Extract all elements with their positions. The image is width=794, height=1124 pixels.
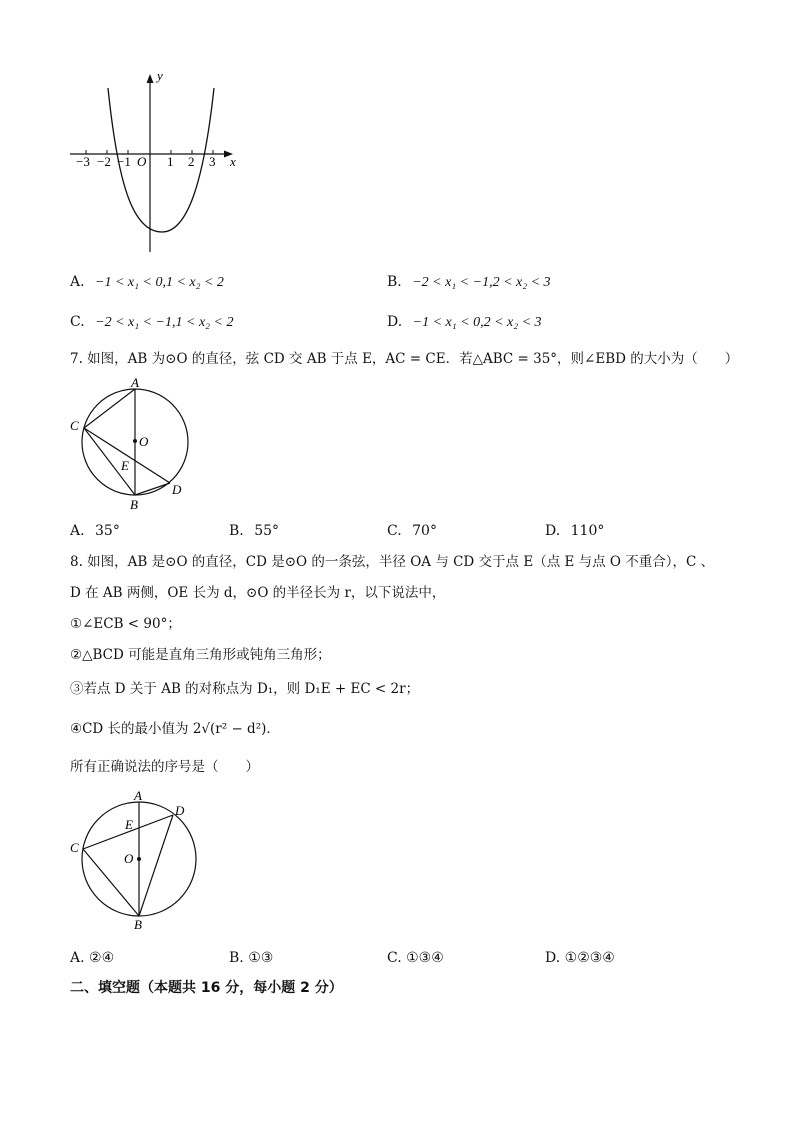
q8-label-o: O: [124, 851, 134, 866]
q8-stem-line2: D 在 AB 两侧，OE 长为 d，⊙O 的半径长为 r，以下说法中，: [70, 585, 446, 601]
q8-chord-db: [139, 815, 173, 916]
q8-option-c[interactable]: [387, 950, 444, 966]
tick-label: 2: [188, 154, 195, 169]
section-title: 二、填空题（本题共 16 分，每小题 2 分）: [70, 980, 343, 996]
option-letter: B.: [229, 950, 244, 966]
q8-stem-line1: 8. 如图，AB 是⊙O 的直径，CD 是⊙O 的一条弦，半径 OA 与 CD 交于点 E（点 E 与点 O 不重合），C 、: [70, 554, 715, 570]
option-text: 35°: [95, 523, 120, 539]
q8-label-a: A: [134, 788, 142, 803]
q8-label-c: C: [70, 840, 79, 855]
option-text: −1 < x₁ < 0,1 < x₂ < 2: [95, 275, 224, 290]
option-text: ①②③④: [564, 950, 615, 966]
q8-label-d: D: [175, 803, 185, 818]
q8-label-e: E: [125, 817, 133, 832]
q8-statement-1: ①∠ECB < 90°；: [70, 616, 181, 632]
origin-label: O: [137, 154, 147, 169]
option-letter: C.: [387, 523, 402, 539]
option-letter: C.: [387, 950, 402, 966]
q8-option-a[interactable]: [70, 950, 114, 966]
q7-label-o: O: [139, 434, 149, 449]
option-text: 55°: [254, 523, 280, 539]
tick-label: 3: [209, 154, 216, 169]
option-text: −2 < x₁ < −1,2 < x₂ < 3: [412, 275, 551, 290]
q7-stem: 7. 如图，AB 为⊙O 的直径，弦 CD 交 AB 于点 E，AC = CE．若△ABC = 35°，则∠EBD 的大小为（ ）: [70, 351, 739, 367]
option-text: −2 < x₁ < −1,1 < x₂ < 2: [95, 315, 234, 330]
tick-label: −3: [76, 154, 90, 169]
tick-label: −2: [97, 154, 111, 169]
option-letter: D.: [545, 950, 561, 966]
option-text: −1 < x₁ < 0,2 < x₂ < 3: [412, 315, 542, 330]
q8-statement-4: ④CD 长的最小值为 2√(r² − d²)．: [70, 721, 280, 737]
option-text: ①③④: [406, 950, 444, 966]
q7-label-c: C: [70, 418, 79, 433]
q8-statement-3: ③若点 D 关于 AB 的对称点为 D₁，则 D₁E + EC < 2r；: [70, 681, 420, 697]
q7-label-a: A: [131, 375, 139, 390]
option-letter: D.: [545, 523, 561, 539]
q7-label-d: D: [172, 482, 182, 497]
option-letter: B.: [387, 274, 402, 290]
q8-prompt: 所有正确说法的序号是（ ）: [70, 759, 259, 775]
y-axis-label: y: [157, 68, 163, 83]
q7-label-e: E: [121, 458, 129, 473]
option-letter: D.: [387, 314, 403, 330]
q8-statement-2: ②△BCD 可能是直角三角形或钝角三角形；: [70, 647, 331, 663]
tick-label: −1: [117, 154, 131, 169]
option-letter: B.: [229, 523, 244, 539]
option-letter: C.: [70, 314, 85, 330]
q7-label-b: B: [130, 497, 138, 512]
tick-label: 1: [167, 154, 174, 169]
option-text: ②④: [89, 950, 115, 966]
option-text: 70°: [412, 523, 437, 539]
q8-option-b[interactable]: [229, 950, 273, 966]
option-letter: A.: [70, 274, 85, 290]
x-axis-label: x: [230, 154, 236, 169]
option-letter: A.: [70, 523, 85, 539]
q8-center-dot: [137, 857, 141, 861]
option-text: ①③: [248, 950, 274, 966]
option-text: 110°: [570, 523, 605, 539]
q8-label-b: B: [134, 917, 142, 932]
option-letter: A.: [70, 950, 85, 966]
q8-option-d[interactable]: [545, 950, 615, 966]
